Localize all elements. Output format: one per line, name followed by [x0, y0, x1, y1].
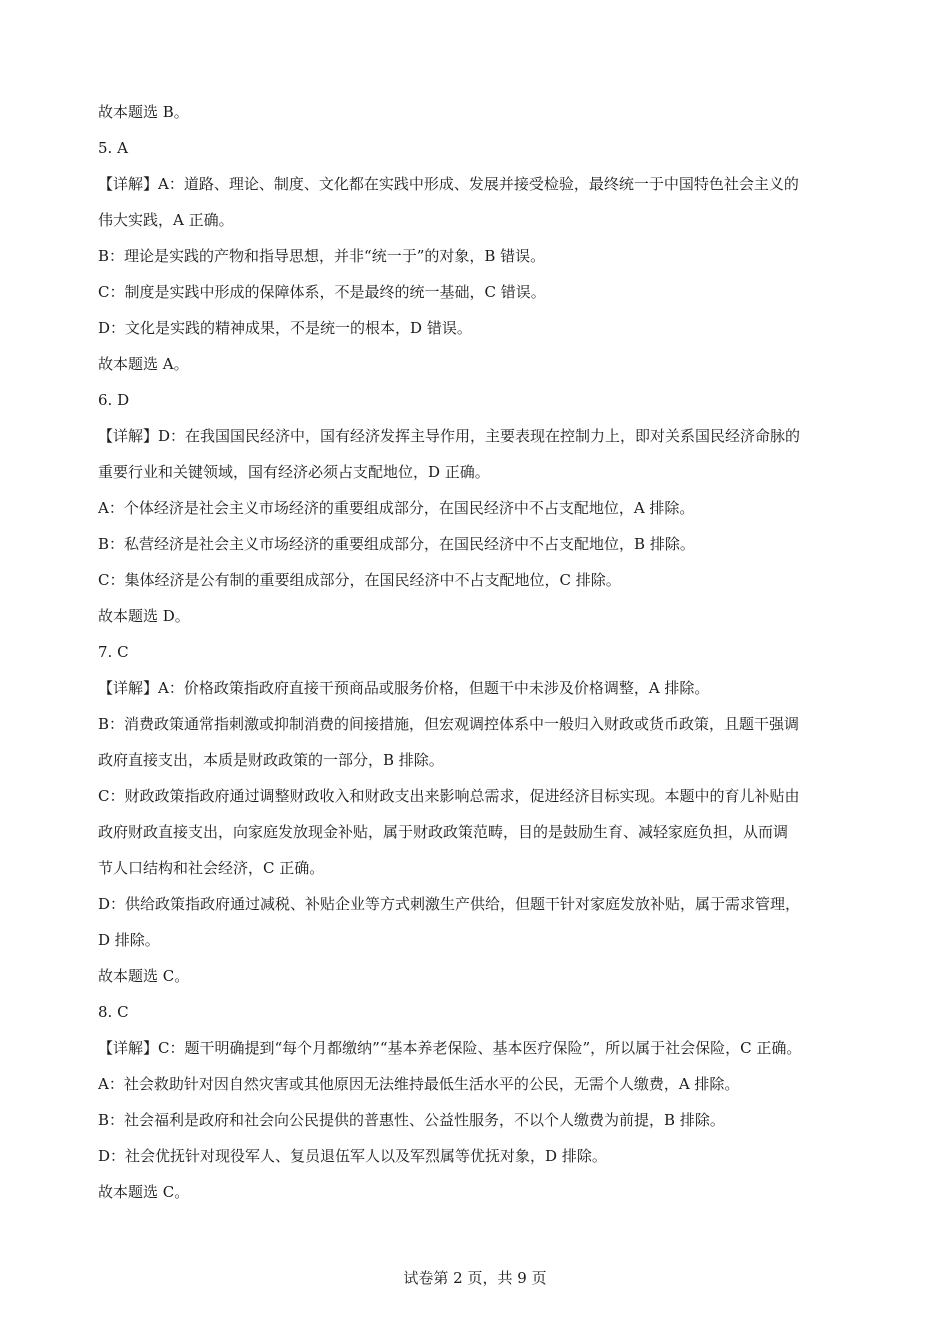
- text-line: A：社会救助针对因自然灾害或其他原因无法维持最低生活水平的公民，无需个人缴费，A 排除。: [98, 1075, 740, 1093]
- text-line: 节人口结构和社会经济，C 正确。: [98, 859, 325, 877]
- text-line: B：理论是实践的产物和指导思想，并非“统一于”的对象，B 错误。: [98, 247, 546, 265]
- text-line: B：社会福利是政府和社会向公民提供的普惠性、公益性服务，不以个人缴费为前提，B 排除。: [98, 1111, 725, 1129]
- text-line: C：制度是实践中形成的保障体系，不是最终的统一基础，C 错误。: [98, 283, 546, 301]
- text-line: 故本题选 C。: [98, 967, 190, 985]
- text-line: 【详解】A：道路、理论、制度、文化都在实践中形成、发展并接受检验，最终统一于中国特色社会主义的: [98, 175, 799, 193]
- question-answer-8: 8. C: [98, 1003, 129, 1021]
- text-line: D：供给政策指政府通过减税、补贴企业等方式刺激生产供给，但题干针对家庭发放补贴，属于需求管理，: [98, 895, 801, 913]
- page-footer: 试卷第 2 页，共 9 页: [403, 1269, 547, 1287]
- text-line: D：文化是实践的精神成果，不是统一的根本，D 错误。: [98, 319, 472, 337]
- text-line: 故本题选 A。: [98, 355, 189, 373]
- text-line: 伟大实践，A 正确。: [98, 211, 234, 229]
- text-line: B：消费政策通常指刺激或抑制消费的间接措施，但宏观调控体系中一般归入财政或货币政策，且题干强调: [98, 715, 800, 733]
- text-line: C：财政政策指政府通过调整财政收入和财政支出来影响总需求，促进经济目标实现。本题中的育儿补贴由: [98, 787, 800, 805]
- text-line: A：个体经济是社会主义市场经济的重要组成部分，在国民经济中不占支配地位，A 排除。: [98, 499, 695, 517]
- question-answer-5: 5. A: [98, 139, 128, 157]
- text-line: D 排除。: [98, 931, 160, 949]
- question-answer-7: 7. C: [98, 643, 129, 661]
- document-body: [98, 94, 868, 1210]
- text-line: C：集体经济是公有制的重要组成部分，在国民经济中不占支配地位，C 排除。: [98, 571, 621, 589]
- text-line: 故本题选 B。: [98, 103, 189, 121]
- text-line: 【详解】C：题干明确提到“每个月都缴纳”“基本养老保险、基本医疗保险”，所以属于社会保险，C 正确。: [98, 1039, 802, 1057]
- text-line: D：社会优抚针对现役军人、复员退伍军人以及军烈属等优抚对象，D 排除。: [98, 1147, 607, 1165]
- text-line: B：私营经济是社会主义市场经济的重要组成部分，在国民经济中不占支配地位，B 排除。: [98, 535, 695, 553]
- text-line: 【详解】D：在我国国民经济中，国有经济发挥主导作用，主要表现在控制力上，即对关系国民经济命脉的: [98, 427, 801, 445]
- text-line: 政府直接支出，本质是财政政策的一部分，B 排除。: [98, 751, 444, 769]
- text-line: 故本题选 C。: [98, 1183, 190, 1201]
- text-line: 政府财政直接支出，向家庭发放现金补贴，属于财政政策范畴，目的是鼓励生育、减轻家庭负担，从而调: [98, 823, 789, 841]
- text-line: 故本题选 D。: [98, 607, 190, 625]
- question-answer-6: 6. D: [98, 391, 130, 409]
- text-line: 重要行业和关键领域，国有经济必须占支配地位，D 正确。: [98, 463, 490, 481]
- text-line: 【详解】A：价格政策指政府直接干预商品或服务价格，但题干中未涉及价格调整，A 排除。: [98, 679, 710, 697]
